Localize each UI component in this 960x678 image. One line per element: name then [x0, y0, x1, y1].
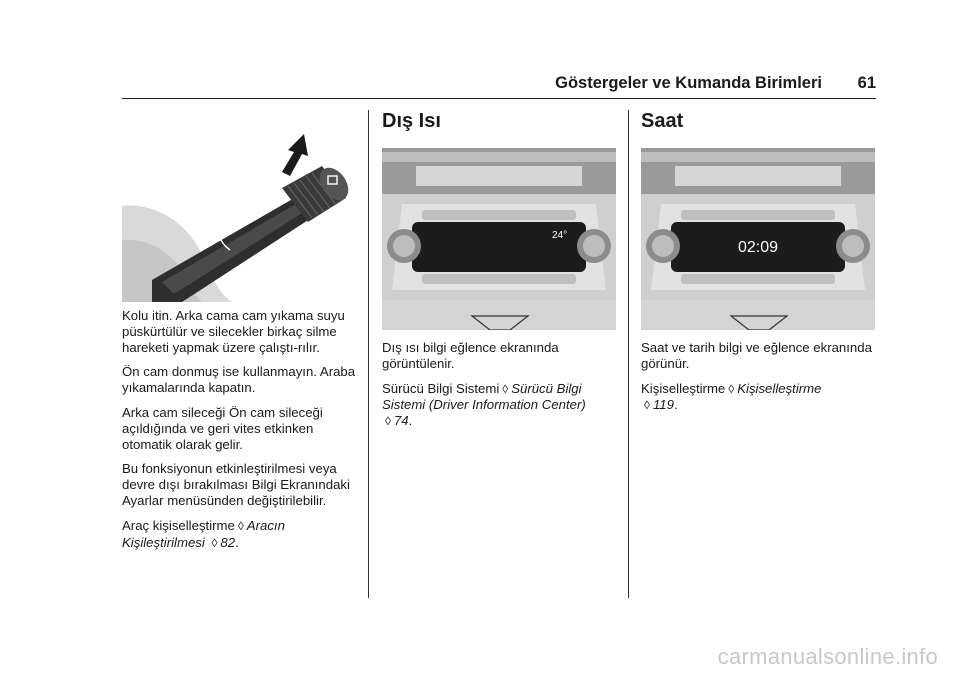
reference-arrow-icon: ◊: [502, 381, 509, 396]
reference-link[interactable]: Aracın Kişileştirilmesi: [122, 517, 285, 550]
display-clock-value: 02:09: [737, 239, 779, 256]
column-wiper: [122, 110, 358, 560]
paragraph: Kolu itin. Arka cama cam yıkama suyu püskürtülür ve silecekler birkaç silme hareketi yapmak üzere çalıştı-rılır.: [122, 308, 345, 355]
page-arrow-icon: ◊: [385, 414, 391, 429]
section-title: Dış Isı: [382, 110, 441, 132]
paragraph: Arka cam sileceği Ön cam sileceği açıldığında ve geri vites etkinken otomatik olarak gelir.: [122, 404, 323, 452]
column-divider: [628, 110, 629, 598]
display-temp-value: 24°: [552, 230, 568, 241]
reference-link[interactable]: Kişiselleştirme: [737, 380, 822, 396]
paragraph: Ön cam donmuş ise kullanmayın. Araba yıkamalarında kapatın.: [122, 364, 356, 396]
watermark: carmanualsonline.info: [717, 644, 938, 669]
reference-page[interactable]: 119: [652, 397, 674, 413]
column-divider: [368, 110, 369, 598]
column-outside-temp: [382, 110, 616, 439]
reference-page[interactable]: 74: [393, 413, 409, 429]
page-arrow-icon: ◊: [644, 398, 650, 413]
reference-arrow-icon: ◊: [237, 518, 244, 533]
infotainment-temp-illustration: [382, 140, 616, 330]
paragraph: Saat ve tarih bilgi ve eğlence ekranında görünür.: [641, 340, 872, 371]
cross-reference: Kişiselleştirme ◊ Kişiselleştirme ◊ 119.: [641, 380, 822, 413]
wiper-lever-illustration: [122, 110, 358, 302]
section-title: Saat: [641, 110, 684, 132]
reference-arrow-icon: ◊: [728, 381, 735, 396]
cross-reference: Sürücü Bilgi Sistemi ◊ Sürücü Bilgi Sistemi (Driver Information Center) ◊ 74.: [382, 380, 586, 429]
column-clock: [641, 110, 875, 423]
page-arrow-icon: ◊: [211, 535, 218, 550]
reference-page[interactable]: 82: [220, 534, 236, 550]
paragraph: Bu fonksiyonun etkinleştirilmesi veya devre dışı bırakılması Bilgi Ekranındaki Ayarlar menüsünden değiştirilebilir.: [122, 461, 350, 508]
reference-link[interactable]: Sürücü Bilgi Sistemi (Driver Information Center): [382, 380, 586, 413]
infotainment-clock-illustration: [641, 140, 875, 330]
page-header: [122, 74, 876, 96]
header-rule: [122, 98, 876, 99]
header-title: Göstergeler ve Kumanda Birimleri: [555, 74, 822, 92]
page-number: 61: [857, 74, 876, 92]
cross-reference: Araç kişiselleştirme ◊ Aracın Kişileştirilmesi ◊ 82.: [122, 517, 285, 550]
paragraph: Dış ısı bilgi eğlence ekranında görüntülenir.: [382, 340, 559, 371]
